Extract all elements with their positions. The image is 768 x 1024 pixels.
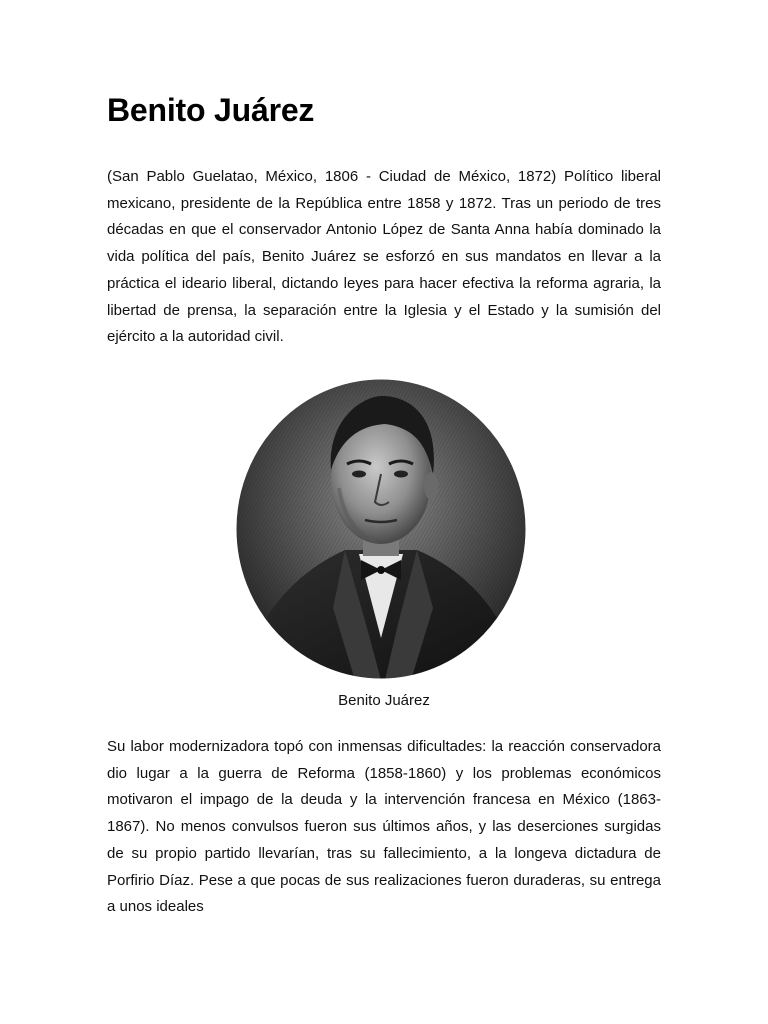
document-title: Benito Juárez xyxy=(107,92,315,128)
portrait-engraving xyxy=(235,378,527,680)
portrait-image xyxy=(235,378,527,680)
paragraph-intro: (San Pablo Guelatao, México, 1806 - Ciudad de México, 1872) Político liberal mexicano, presidente de la República entre 1858 y 1872. Tras un periodo de tres décadas en que el conservador Antonio López de Santa Anna había dominado la vida política del país, Benito Juárez se esforzó en sus mandatos en llevar a la práctica el ideario liberal, dictando leyes para hacer efectiva la reforma agraria, la libertad de prensa, la separación entre la Iglesia y el Estado y la sumisión del ejército a la autoridad civil. xyxy=(107,168,661,346)
figure-caption: Benito Juárez xyxy=(338,692,430,709)
paragraph-second: Su labor modernizadora topó con inmensas dificultades: la reacción conservadora dio lugar a la guerra de Reforma (1858-1860) y los problemas económicos motivaron el impago de la deuda y la intervención francesa en México (1863-1867). No menos convulsos fueron sus últimos años, y las deserciones surgidas de su propio partido llevarían, tras su fallecimiento, a la longeva dictadura de Porfirio Díaz. Pese a que pocas de sus realizaciones fueron duraderas, su entrega a unos ideales xyxy=(107,738,661,916)
